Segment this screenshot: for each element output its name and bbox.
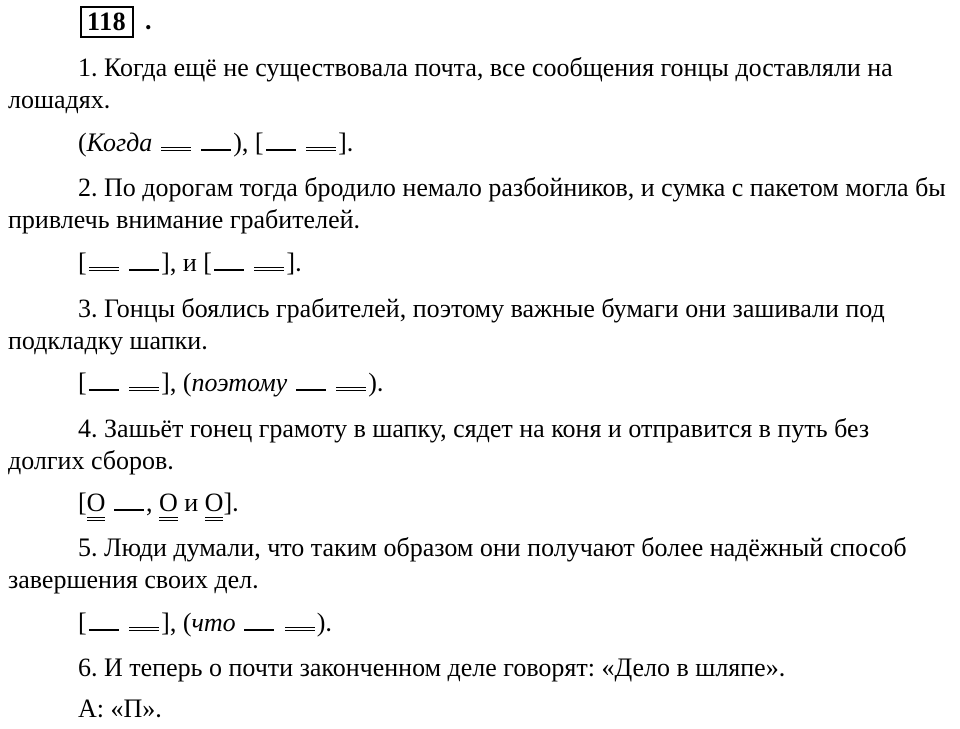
task-number-box xyxy=(80,6,134,38)
subject-mark xyxy=(266,130,296,151)
predicate-mark xyxy=(336,369,366,391)
subject-mark xyxy=(89,610,119,631)
predicate-mark xyxy=(214,250,244,271)
subject-mark xyxy=(89,249,119,271)
scheme-5: [ ], (что ). xyxy=(78,608,332,637)
sentence-1: 1. Когда ещё не существовала почта, все сообщения гонцы доставляли на лошадях. xyxy=(8,53,893,114)
homogeneous-predicate-2: О xyxy=(159,488,178,521)
scheme-3-conjunction: поэтому xyxy=(191,368,288,397)
homogeneous-predicate-3: О xyxy=(205,488,224,521)
sentence-4: 4. Зашьёт гонец грамоту в шапку, сядет на коня и отправится в путь без долгих сборов. xyxy=(8,414,870,475)
task-number: 118 xyxy=(87,7,127,36)
sentence-2: 2. По дорогам тогда бродило немало разбойников, и сумка с пакетом могла бы привлечь внимание грабителей. xyxy=(8,173,946,234)
scheme-1-conjunction: Когда xyxy=(86,128,153,157)
predicate-mark xyxy=(129,250,159,271)
subject-mark xyxy=(296,370,326,391)
task-number-dot: . xyxy=(145,6,152,35)
predicate-mark xyxy=(129,369,159,391)
scheme-5-conjunction: что xyxy=(191,608,236,637)
sentence-3: 3. Гонцы боялись грабителей, поэтому важные бумаги они зашивали под подкладку шапки. xyxy=(8,294,885,355)
predicate-mark xyxy=(129,609,159,631)
scheme-4: [О , О и О]. xyxy=(78,488,239,518)
scheme-3: [ ], (поэтому ). xyxy=(78,368,384,397)
subject-mark xyxy=(89,370,119,391)
sentence-6: 6. И теперь о почти законченном деле говорят: «Дело в шляпе». xyxy=(78,653,786,682)
predicate-mark xyxy=(306,129,336,151)
homogeneous-predicate-1: О xyxy=(87,488,106,521)
predicate-mark xyxy=(285,609,315,631)
predicate-mark xyxy=(201,130,231,151)
sentence-5: 5. Люди думали, что таким образом они получают более надёжный способ завершения своих дел. xyxy=(8,533,907,594)
subject-mark xyxy=(161,129,191,151)
scheme-2: [ ], и [ ]. xyxy=(78,248,302,277)
scheme-1: (Когда ), [ ]. xyxy=(78,128,354,157)
subject-mark xyxy=(244,610,274,631)
subject-mark xyxy=(114,490,144,511)
answer-scheme: А: «П». xyxy=(78,694,162,723)
subject-mark xyxy=(254,249,284,271)
